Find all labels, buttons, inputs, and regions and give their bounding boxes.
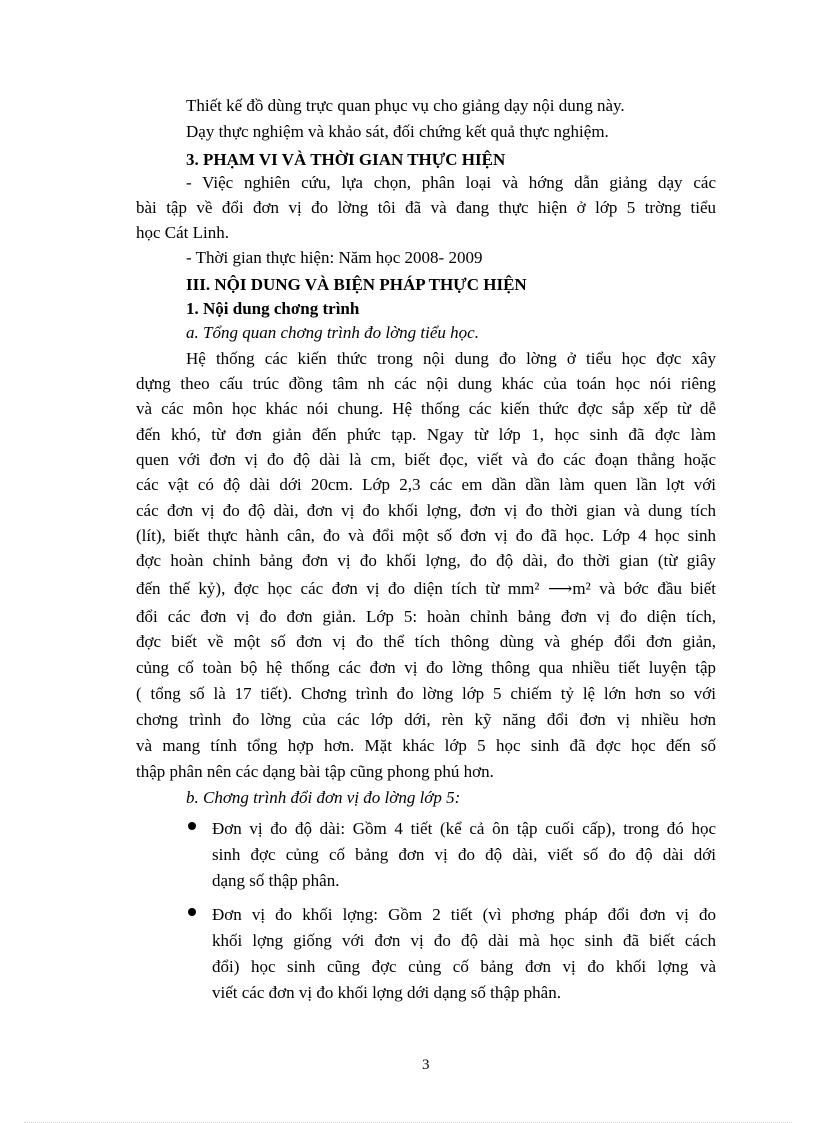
paragraph-line: Thiết kế đồ dùng trực quan phục vụ cho giảng dạy nội dung này. xyxy=(186,96,625,115)
paragraph-line: củng cố toàn bộ hệ thống các đơn vị đo lờng thông qua nhiều tiết luyện tập xyxy=(136,658,716,677)
section-heading-content: III. NỘI DUNG VÀ BIỆN PHÁP THỰC HIỆN xyxy=(186,275,527,294)
paragraph-line: học Cát Linh. xyxy=(136,223,230,242)
paragraph-line: quen với đơn vị đo độ dài là cm, biết đọc, viết và đo các đoạn thẳng hoặc xyxy=(136,450,716,469)
bullet-dot xyxy=(188,908,196,916)
paragraph-line: các đơn vị đo độ dài, đơn vị đo khối lợng, đơn vị đo thời gian và dung tích xyxy=(136,501,716,520)
paragraph-line: đợc hoàn chỉnh bảng đơn vị đo khối lợng, đo độ dài, đo thời gian (từ giây xyxy=(136,551,716,570)
paragraph-line: đến thế kỷ), đợc học các đơn vị đo diện tích từ mm² ⟶m² và bớc đầu biết xyxy=(136,579,716,598)
paragraph-line: - Việc nghiên cứu, lựa chọn, phân loại và hớng dẫn giảng dạy các xyxy=(186,173,716,192)
list-item-line: dạng số thập phân. xyxy=(212,871,340,890)
list-item-line: Đơn vị đo độ dài: Gồm 4 tiết (kể cả ôn tập cuối cấp), trong đó học xyxy=(212,819,716,838)
subsection-heading: 1. Nội dung chơng trình xyxy=(186,299,360,318)
subsection-title-b: b. Chơng trình đổi đơn vị đo lờng lớp 5: xyxy=(186,788,461,807)
page-number: 3 xyxy=(422,1057,430,1073)
paragraph-line: đến khó, từ đơn giản đến phức tạp. Ngay từ lớp 1, học sinh đã đợc làm xyxy=(136,425,716,444)
paragraph-line: thập phân nên các dạng bài tập cũng phong phú hơn. xyxy=(136,762,494,781)
paragraph-line: đổi các đơn vị đo đơn giản. Lớp 5: hoàn chỉnh bảng đơn vị đo diện tích, xyxy=(136,607,716,626)
list-item-line: Đơn vị đo khối lợng: Gồm 2 tiết (vì phơng pháp đổi đơn vị đo xyxy=(212,905,716,924)
paragraph-line: - Thời gian thực hiện: Năm học 2008- 2009 xyxy=(186,248,483,267)
list-item-line: viết các đơn vị đo khối lợng dới dạng số thập phân. xyxy=(212,983,561,1002)
section-heading-scope: 3. PHẠM VI VÀ THỜI GIAN THỰC HIỆN xyxy=(186,150,506,169)
bullet-dot xyxy=(188,822,196,830)
paragraph-line: dựng theo cấu trúc đồng tâm nh các nội dung khác của toán học nói riêng xyxy=(136,374,716,393)
list-item-line: đổi) học sinh cũng đợc củng cố bảng đơn vị đo khối lợng và xyxy=(212,957,716,976)
paragraph-line: bài tập về đổi đơn vị đo lờng tôi đã và đang thực hiện ở lớp 5 trờng tiểu xyxy=(136,198,716,217)
paragraph-line: đợc biết về một số đơn vị đo thể tích thông dùng và ghép đổi đơn giản, xyxy=(136,632,716,651)
paragraph-line: Dạy thực nghiệm và khảo sát, đối chứng kết quả thực nghiệm. xyxy=(186,122,609,141)
paragraph-line: (lít), biết thực hành cân, đo và đổi một số đơn vị đo đã học. Lớp 4 học sinh xyxy=(136,526,716,545)
paragraph-line: chơng trình đo lờng của các lớp dới, rèn kỹ năng đổi đơn vị nhiều hơn xyxy=(136,710,716,729)
paragraph-line: các vật có độ dài dới 20cm. Lớp 2,3 các em dần dần làm quen lần lợt với xyxy=(136,475,716,494)
list-item-line: sinh đợc củng cố bảng đơn vị đo độ dài, viết số đo độ dài dới xyxy=(212,845,716,864)
paragraph-line: Hệ thống các kiến thức trong nội dung đo lờng ở tiểu học đợc xây xyxy=(186,349,716,368)
list-item-line: khối lợng giống với đơn vị đo độ dài mà học sinh đã biết cách xyxy=(212,931,716,950)
paragraph-line: và mang tính tổng hợp hơn. Mặt khác lớp 5 học sinh đã đợc học đến số xyxy=(136,736,716,755)
paragraph-line: ( tổng số là 17 tiết). Chơng trình đo lờng lớp 5 chiếm tỷ lệ lớn hơn so với xyxy=(136,684,716,703)
subsection-title-a: a. Tổng quan chơng trình đo lờng tiểu học. xyxy=(186,323,479,342)
paragraph-line: và các môn học khác nói chung. Hệ thống các kiến thức đợc sắp xếp từ dễ xyxy=(136,399,716,418)
